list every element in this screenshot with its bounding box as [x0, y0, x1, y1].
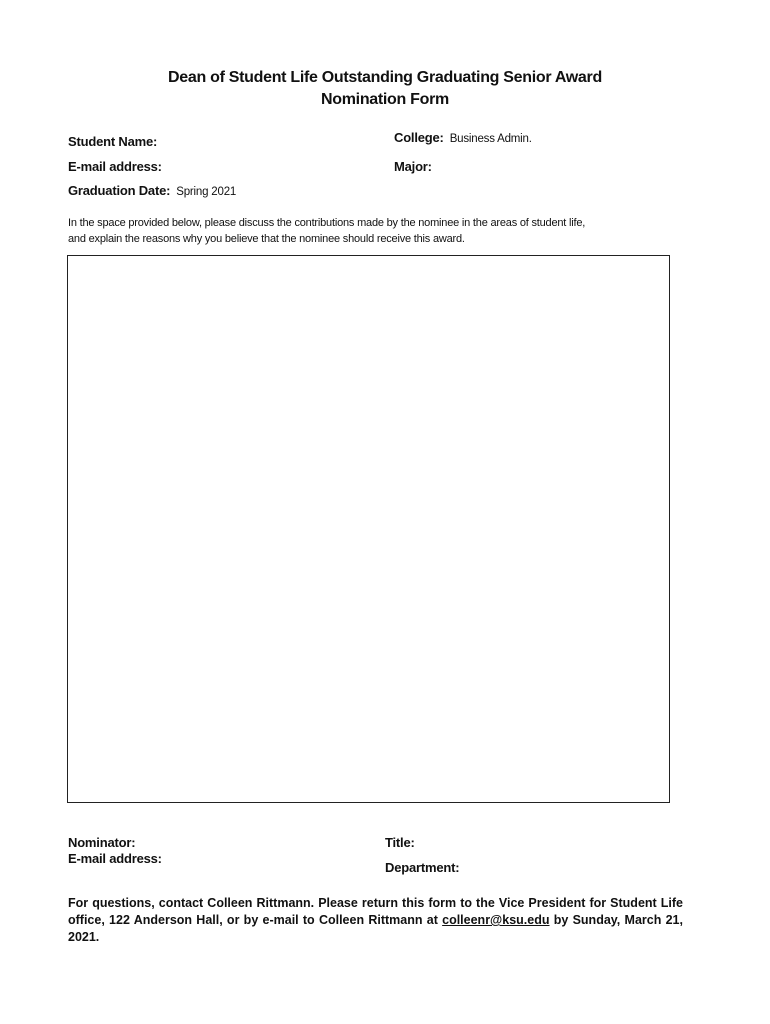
footer-text-before-link: For questions, contact Colleen Rittmann. Please return this form to the Vice President for Student Life office, 122 Anderson Hall, or by e-mail to Colleen Rittmann at: [68, 896, 683, 927]
email-label: E-mail address:: [68, 159, 162, 174]
nominator-department-label: Department:: [385, 860, 460, 875]
college-label: College:: [394, 130, 444, 145]
college-value[interactable]: Business Admin.: [449, 133, 532, 145]
footer-instructions: [68, 895, 683, 946]
instructions: [68, 215, 688, 247]
graduation-date-field: [68, 183, 236, 198]
nominator-email-label: E-mail address:: [68, 851, 162, 866]
college-field: [394, 130, 532, 145]
nominator-label: Nominator:: [68, 835, 136, 850]
footer-text-after-link: by Sunday, March 21, 2021.: [68, 913, 683, 944]
nomination-text-area[interactable]: [67, 255, 670, 803]
student-name-label: Student Name:: [68, 134, 158, 149]
graduation-date-value[interactable]: Spring 2021: [176, 186, 237, 198]
major-label: Major:: [394, 159, 432, 174]
graduation-date-label: Graduation Date:: [68, 183, 171, 198]
form-title-line-1: Dean of Student Life Outstanding Graduating Senior Award: [168, 69, 602, 86]
instructions-line-2: and explain the reasons why you believe that the nominee should receive this award.: [68, 233, 465, 245]
contact-email-link[interactable]: colleenr@ksu.edu: [442, 913, 550, 927]
form-title-line-2: Nomination Form: [321, 91, 449, 108]
instructions-line-1: In the space provided below, please discuss the contributions made by the nominee in the areas of student life,: [68, 217, 586, 229]
nominator-title-label: Title:: [385, 835, 415, 850]
